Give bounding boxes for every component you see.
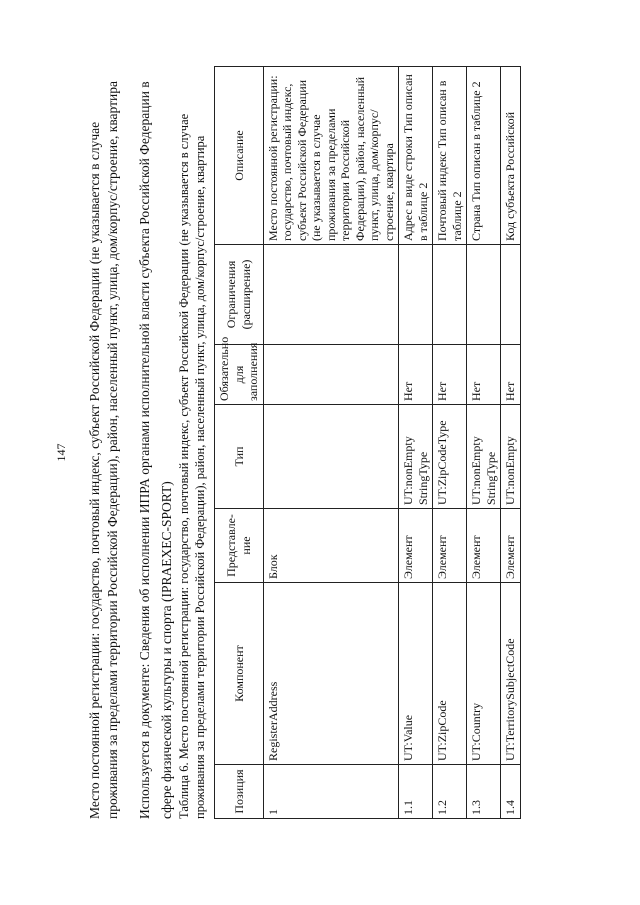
cell-position: 1.4	[501, 765, 521, 819]
cell-mandatory: Нет	[501, 345, 521, 405]
table-row	[263, 67, 399, 819]
cell-restrictions	[433, 245, 467, 345]
paragraph-registration-place-cont	[98, 64, 128, 819]
cell-mandatory: Нет	[399, 345, 433, 405]
cell-component: UT:TerritorySubjectCode	[501, 583, 521, 765]
cell-type: UT:nonEmpty StringType	[399, 405, 433, 509]
cell-mandatory: Нет	[433, 345, 467, 405]
cell-type: UT:ZipCodeType	[433, 405, 467, 509]
cell-position: 1.2	[433, 765, 467, 819]
cell-type: UT:nonEmpty	[501, 405, 521, 509]
cell-type	[263, 405, 399, 509]
header-component: Компонент	[215, 583, 264, 765]
paragraph-line: Место постоянной регистрации: государство, почтовый индекс, субъект Российской Федерации (не указывается в случае	[87, 121, 102, 819]
table-row	[433, 67, 467, 819]
cell-representation: Элемент	[501, 509, 521, 583]
header-description: Описание	[215, 67, 264, 245]
cell-type: UT:nonEmpty StringType	[467, 405, 501, 509]
cell-mandatory: Нет	[467, 345, 501, 405]
cell-position: 1.3	[467, 765, 501, 819]
cell-position: 1.1	[399, 765, 433, 819]
cell-mandatory	[263, 345, 399, 405]
header-mandatory: Обязательно для заполнения	[215, 345, 264, 405]
cell-description: Страна Тип описан в таблице 2	[467, 67, 501, 245]
cell-component: RegisterAddress	[263, 583, 399, 765]
header-position: Позиция	[215, 765, 264, 819]
cell-description: Адрес в виде строки Тип описан в таблице 2	[399, 67, 433, 245]
cell-restrictions	[467, 245, 501, 345]
table-caption: Таблица 6. Место постоянной регистрации: государство, почтовый индекс, субъект Российской Федерации (не указывается в случае проживания за пределами территории Российской Федерации), район, населенный пункт, улица, дом/корпус/строение, квартира	[177, 113, 207, 819]
cell-representation: Элемент	[467, 509, 501, 583]
page-number: 147	[54, 443, 68, 462]
header-type: Тип	[215, 405, 264, 509]
cell-description: Место постоянной регистрации: государство, почтовый индекс, субъект Российской Федерации (не указывается в случае проживания за пределами территории Российской Федерации), район, населенный пункт, улица, дом/корпус/строение, квартира	[263, 67, 399, 245]
table-header-row	[215, 67, 264, 819]
register-address-table	[214, 66, 521, 819]
cell-representation: Элемент	[433, 509, 467, 583]
paragraph-line: Используется в документе: Сведения об исполнении ИПРА органами исполнительной власти субъекта Российской Федерации в	[137, 81, 152, 819]
cell-description: Почтовый индекс Тип описан в таблице 2	[433, 67, 467, 245]
cell-restrictions	[399, 245, 433, 345]
cell-position: 1	[263, 765, 399, 819]
cell-restrictions	[263, 245, 399, 345]
cell-description: Код субъекта Российской	[501, 67, 521, 245]
cell-component: UT:Value	[399, 583, 433, 765]
table-row	[501, 67, 521, 819]
cell-restrictions	[501, 245, 521, 345]
header-restrictions: Ограничения (расширение)	[215, 245, 264, 345]
cell-representation: Элемент	[399, 509, 433, 583]
table-row	[399, 67, 433, 819]
cell-component: UT:Country	[467, 583, 501, 765]
table-row	[467, 67, 501, 819]
header-representation: Представле-ние	[215, 509, 264, 583]
cell-representation: Блок	[263, 509, 399, 583]
cell-component: UT:ZipCode	[433, 583, 467, 765]
paragraph-line: сфере физической культуры и спорта (IPRAEXEC-SPORT)	[159, 481, 174, 819]
paragraph-line: проживания за пределами территории Российской Федерации), район, населенный пункт, улица, дом/корпус/строение, квартира	[105, 81, 120, 819]
